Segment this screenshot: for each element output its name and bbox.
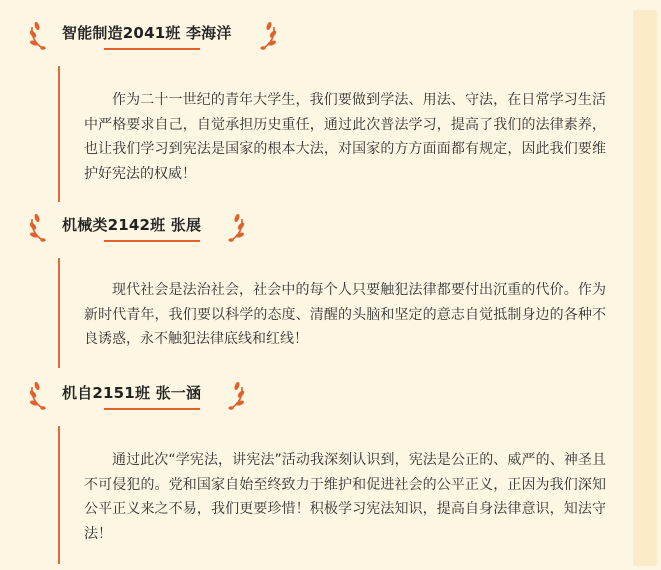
laurel-right-icon <box>256 18 278 54</box>
author-underline <box>104 408 200 410</box>
entry-body <box>58 426 606 564</box>
entry-header <box>28 14 288 58</box>
right-decorative-strip <box>633 10 657 566</box>
entry-body <box>58 258 606 368</box>
entry-header <box>28 374 288 418</box>
laurel-left-icon <box>28 378 50 414</box>
laurel-right-icon <box>224 210 246 246</box>
entry-header <box>28 206 288 250</box>
entry-author: 机械类2142班 张展 <box>62 216 202 234</box>
entry-author: 机自2151班 张一涵 <box>62 384 202 402</box>
laurel-right-icon <box>224 378 246 414</box>
entry-text: 现代社会是法治社会，社会中的每个人只要触犯法律都要付出沉重的代价。作为新时代青年，我们要以科学的态度、清醒的头脑和坚定的意志自觉抵制身边的各种不良诱惑，永不触犯法律底线和红线！ <box>84 282 606 347</box>
entry-text: 通过此次“学宪法，讲宪法”活动我深刻认识到，宪法是公正的、威严的、神圣且不可侵犯的。党和国家自始至终致力于维护和促进社会的公平正义，正因为我们深知公平正义来之不易，我们更要珍惜！积极学习宪法知识，提高自身法律意识，知法守法！ <box>84 452 606 542</box>
laurel-left-icon <box>28 18 50 54</box>
author-underline <box>104 48 200 50</box>
author-underline <box>104 240 200 242</box>
laurel-left-icon <box>28 210 50 246</box>
entry-author: 智能制造2041班 李海洋 <box>62 24 232 42</box>
entry-text: 作为二十一世纪的青年大学生，我们要做到学法、用法、守法，在日常学习生活中严格要求自己，自觉承担历史重任，通过此次普法学习，提高了我们的法律素养，也让我们学习到宪法是国家的根本大法，对国家的方方面面都有规定，因此我们要维护好宪法的权威！ <box>84 92 606 182</box>
entry-body <box>58 66 606 202</box>
